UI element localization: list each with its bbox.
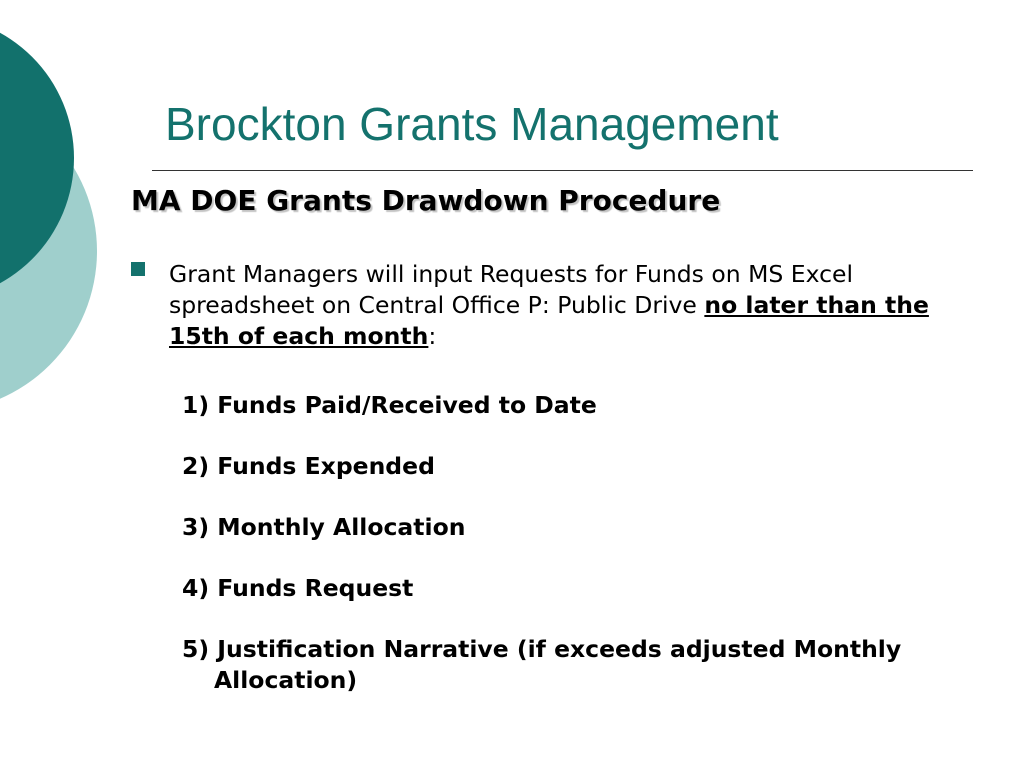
bullet-trailing-colon: : bbox=[428, 322, 437, 350]
procedure-step: 2) Funds Expended bbox=[182, 452, 435, 480]
square-bullet-icon bbox=[131, 262, 145, 276]
slide-subtitle: MA DOE Grants Drawdown Procedure bbox=[131, 184, 721, 217]
procedure-steps-list bbox=[182, 390, 974, 726]
procedure-step: 3) Monthly Allocation bbox=[182, 513, 466, 541]
procedure-step: 5) Justification Narrative (if exceeds adjusted Monthly Allocation) bbox=[182, 635, 902, 694]
deadline-emphasis: no later than the 15th of each month bbox=[169, 291, 929, 350]
title-divider bbox=[152, 170, 973, 171]
procedure-step: 4) Funds Request bbox=[182, 574, 414, 602]
bullet-text: Grant Managers will input Requests for Funds on MS Excel spreadsheet on Central Office P: Public Drive bbox=[169, 260, 854, 319]
slide-title: Brockton Grants Management bbox=[165, 98, 779, 150]
procedure-step: 1) Funds Paid/Received to Date bbox=[182, 391, 597, 419]
bullet-paragraph bbox=[169, 259, 969, 352]
